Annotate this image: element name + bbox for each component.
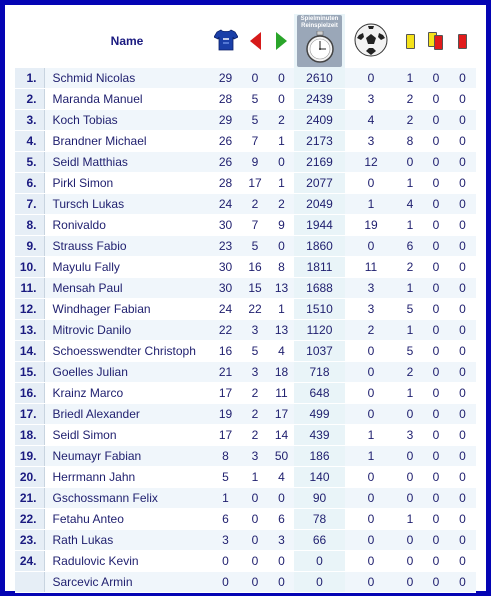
goals-count: 4 bbox=[345, 110, 397, 131]
player-name[interactable]: Radulovic Kevin bbox=[44, 551, 210, 572]
subbed-in-count: 4 bbox=[269, 341, 294, 362]
red-cards: 0 bbox=[449, 425, 476, 446]
red-cards: 0 bbox=[449, 404, 476, 425]
subbed-in-count: 3 bbox=[269, 530, 294, 551]
red-cards: 0 bbox=[449, 446, 476, 467]
yellow-red-cards: 0 bbox=[423, 446, 449, 467]
name-header[interactable]: Name bbox=[44, 14, 210, 68]
player-rank: 7. bbox=[15, 194, 44, 215]
minutes-played: 1037 bbox=[294, 341, 345, 362]
games-played: 22 bbox=[210, 320, 241, 341]
minutes-played: 0 bbox=[294, 572, 345, 593]
red-cards: 0 bbox=[449, 257, 476, 278]
red-cards: 0 bbox=[449, 320, 476, 341]
games-played: 28 bbox=[210, 173, 241, 194]
goals-count: 3 bbox=[345, 89, 397, 110]
player-rank: 14. bbox=[15, 341, 44, 362]
player-name[interactable]: Briedl Alexander bbox=[44, 404, 210, 425]
minutes-played: 1688 bbox=[294, 278, 345, 299]
games-played: 5 bbox=[210, 467, 241, 488]
games-played: 24 bbox=[210, 194, 241, 215]
player-name[interactable]: Krainz Marco bbox=[44, 383, 210, 404]
subbed-in-count: 13 bbox=[269, 278, 294, 299]
yellow-red-cards: 0 bbox=[423, 404, 449, 425]
player-rank: 23. bbox=[15, 530, 44, 551]
subbed-out-count: 0 bbox=[241, 551, 269, 572]
yellow-cards: 0 bbox=[397, 404, 423, 425]
subbed-in-count: 13 bbox=[269, 320, 294, 341]
subbed-out-count: 0 bbox=[241, 488, 269, 509]
subbed-out-count: 2 bbox=[241, 383, 269, 404]
red-cards: 0 bbox=[449, 89, 476, 110]
subbed-out-count: 22 bbox=[241, 299, 269, 320]
subbed-in-count: 6 bbox=[269, 509, 294, 530]
subbed-out-count: 5 bbox=[241, 236, 269, 257]
yellow-cards: 1 bbox=[397, 383, 423, 404]
games-played: 26 bbox=[210, 131, 241, 152]
red-cards: 0 bbox=[449, 299, 476, 320]
minutes-header[interactable] bbox=[294, 14, 345, 68]
games-played: 0 bbox=[210, 551, 241, 572]
player-name[interactable]: Fetahu Anteo bbox=[44, 509, 210, 530]
table-row[interactable] bbox=[15, 194, 476, 215]
subbed-in-count: 1 bbox=[269, 299, 294, 320]
player-rank bbox=[15, 572, 44, 593]
yellow-red-cards: 0 bbox=[423, 425, 449, 446]
minutes-played: 1120 bbox=[294, 320, 345, 341]
games-played: 30 bbox=[210, 257, 241, 278]
table-row[interactable] bbox=[15, 488, 476, 509]
yellow-cards: 1 bbox=[397, 509, 423, 530]
red-cards: 0 bbox=[449, 194, 476, 215]
red-card-icon bbox=[458, 34, 467, 49]
goals-count: 19 bbox=[345, 215, 397, 236]
yellow-cards: 2 bbox=[397, 89, 423, 110]
player-name[interactable]: Goelles Julian bbox=[44, 362, 210, 383]
games-played: 6 bbox=[210, 509, 241, 530]
arrow-left-red-icon bbox=[250, 32, 261, 50]
table-row[interactable] bbox=[15, 152, 476, 173]
player-name[interactable]: Ronivaldo bbox=[44, 215, 210, 236]
subbed-in-count: 0 bbox=[269, 68, 294, 89]
table-header-row bbox=[15, 14, 476, 68]
player-name[interactable]: Rath Lukas bbox=[44, 530, 210, 551]
red-cards: 0 bbox=[449, 530, 476, 551]
goals-count: 0 bbox=[345, 68, 397, 89]
goals-count: 0 bbox=[345, 572, 397, 593]
subbed-out-header[interactable] bbox=[241, 14, 269, 68]
yellow-cards: 4 bbox=[397, 194, 423, 215]
subbed-in-header[interactable] bbox=[269, 14, 294, 68]
table-row[interactable] bbox=[15, 509, 476, 530]
player-stats-table bbox=[15, 14, 476, 593]
yellow-cards: 0 bbox=[397, 446, 423, 467]
subbed-in-count: 0 bbox=[269, 236, 294, 257]
red-cards: 0 bbox=[449, 551, 476, 572]
games-played: 0 bbox=[210, 572, 241, 593]
minutes-played: 2169 bbox=[294, 152, 345, 173]
minutes-played: 439 bbox=[294, 425, 345, 446]
yellow-red-cards: 0 bbox=[423, 488, 449, 509]
minutes-played: 66 bbox=[294, 530, 345, 551]
yellow-red-cards: 0 bbox=[423, 215, 449, 236]
player-rank: 4. bbox=[15, 131, 44, 152]
red-cards: 0 bbox=[449, 572, 476, 593]
goals-count: 11 bbox=[345, 257, 397, 278]
yellow-red-cards: 0 bbox=[423, 341, 449, 362]
player-rank: 6. bbox=[15, 173, 44, 194]
yellow-cards: 0 bbox=[397, 467, 423, 488]
yellow-red-cards: 0 bbox=[423, 68, 449, 89]
red-cards: 0 bbox=[449, 362, 476, 383]
rank-header bbox=[15, 14, 44, 68]
player-name[interactable]: Pirkl Simon bbox=[44, 173, 210, 194]
table-row[interactable] bbox=[15, 215, 476, 236]
games-played: 19 bbox=[210, 404, 241, 425]
table-row[interactable] bbox=[15, 551, 476, 572]
games-played: 23 bbox=[210, 236, 241, 257]
player-rank: 16. bbox=[15, 383, 44, 404]
games-played: 30 bbox=[210, 278, 241, 299]
subbed-out-count: 3 bbox=[241, 362, 269, 383]
subbed-in-count: 11 bbox=[269, 383, 294, 404]
yellow-red-cards: 0 bbox=[423, 320, 449, 341]
minutes-played: 499 bbox=[294, 404, 345, 425]
yellow-red-cards: 0 bbox=[423, 194, 449, 215]
goals-count: 0 bbox=[345, 362, 397, 383]
player-rank: 19. bbox=[15, 446, 44, 467]
yellow-cards: 0 bbox=[397, 530, 423, 551]
table-row[interactable] bbox=[15, 68, 476, 89]
subbed-out-count: 0 bbox=[241, 509, 269, 530]
red-cards: 0 bbox=[449, 509, 476, 530]
football-icon bbox=[354, 23, 388, 60]
player-name[interactable]: Maranda Manuel bbox=[44, 89, 210, 110]
red-cards: 0 bbox=[449, 131, 476, 152]
games-played: 24 bbox=[210, 299, 241, 320]
goals-count: 0 bbox=[345, 173, 397, 194]
goals-count: 3 bbox=[345, 131, 397, 152]
subbed-out-count: 7 bbox=[241, 131, 269, 152]
player-name[interactable]: Windhager Fabian bbox=[44, 299, 210, 320]
player-name[interactable]: Strauss Fabio bbox=[44, 236, 210, 257]
player-name[interactable]: Schmid Nicolas bbox=[44, 68, 210, 89]
subbed-in-count: 1 bbox=[269, 173, 294, 194]
player-rank: 2. bbox=[15, 89, 44, 110]
minutes-played: 2173 bbox=[294, 131, 345, 152]
games-played: 29 bbox=[210, 68, 241, 89]
red-cards: 0 bbox=[449, 236, 476, 257]
red-cards: 0 bbox=[449, 467, 476, 488]
goals-count: 0 bbox=[345, 404, 397, 425]
minutes-played: 2077 bbox=[294, 173, 345, 194]
player-name[interactable]: Sarcevic Armin bbox=[44, 572, 210, 593]
minutes-played: 648 bbox=[294, 383, 345, 404]
player-rank: 5. bbox=[15, 152, 44, 173]
red-cards: 0 bbox=[449, 68, 476, 89]
player-name[interactable]: Schoesswendter Christoph bbox=[44, 341, 210, 362]
goals-count: 0 bbox=[345, 488, 397, 509]
player-rank: 8. bbox=[15, 215, 44, 236]
player-rank: 9. bbox=[15, 236, 44, 257]
yellow-red-cards: 0 bbox=[423, 509, 449, 530]
goals-count: 3 bbox=[345, 278, 397, 299]
goals-count: 1 bbox=[345, 194, 397, 215]
jersey-icon bbox=[214, 29, 238, 54]
goals-count: 0 bbox=[345, 509, 397, 530]
yellow-cards: 1 bbox=[397, 68, 423, 89]
subbed-out-count: 17 bbox=[241, 173, 269, 194]
subbed-in-count: 0 bbox=[269, 89, 294, 110]
subbed-out-count: 5 bbox=[241, 89, 269, 110]
minutes-played: 186 bbox=[294, 446, 345, 467]
player-rank: 22. bbox=[15, 509, 44, 530]
minutes-played: 1510 bbox=[294, 299, 345, 320]
stopwatch-caption: Spielminuten Reinspielzeit bbox=[300, 16, 339, 29]
table-row[interactable] bbox=[15, 362, 476, 383]
table-row[interactable] bbox=[15, 404, 476, 425]
player-rank: 1. bbox=[15, 68, 44, 89]
red-cards: 0 bbox=[449, 110, 476, 131]
subbed-in-count: 2 bbox=[269, 194, 294, 215]
subbed-in-count: 18 bbox=[269, 362, 294, 383]
subbed-out-count: 2 bbox=[241, 404, 269, 425]
player-name[interactable]: Mensah Paul bbox=[44, 278, 210, 299]
table-row[interactable] bbox=[15, 530, 476, 551]
games-played: 28 bbox=[210, 89, 241, 110]
minutes-played: 718 bbox=[294, 362, 345, 383]
yellow-cards: 0 bbox=[397, 572, 423, 593]
subbed-out-count: 3 bbox=[241, 446, 269, 467]
yellow-red-cards: 0 bbox=[423, 530, 449, 551]
player-rank: 10. bbox=[15, 257, 44, 278]
games-header[interactable] bbox=[210, 14, 241, 68]
goals-count: 0 bbox=[345, 341, 397, 362]
table-row[interactable] bbox=[15, 320, 476, 341]
yellow-red-cards: 0 bbox=[423, 278, 449, 299]
table-row[interactable] bbox=[15, 299, 476, 320]
goals-count: 3 bbox=[345, 299, 397, 320]
games-played: 17 bbox=[210, 383, 241, 404]
yellow-cards: 3 bbox=[397, 425, 423, 446]
subbed-out-count: 0 bbox=[241, 572, 269, 593]
yellow-cards: 1 bbox=[397, 173, 423, 194]
yellow-red-cards: 0 bbox=[423, 131, 449, 152]
games-played: 26 bbox=[210, 152, 241, 173]
yellow-cards: 8 bbox=[397, 131, 423, 152]
subbed-out-count: 15 bbox=[241, 278, 269, 299]
player-name[interactable]: Seidl Matthias bbox=[44, 152, 210, 173]
minutes-played: 1944 bbox=[294, 215, 345, 236]
goals-count: 0 bbox=[345, 236, 397, 257]
yellow-cards: 6 bbox=[397, 236, 423, 257]
red-card-header[interactable] bbox=[449, 14, 476, 68]
minutes-played: 2049 bbox=[294, 194, 345, 215]
subbed-out-count: 9 bbox=[241, 152, 269, 173]
player-rank: 11. bbox=[15, 278, 44, 299]
goals-count: 0 bbox=[345, 551, 397, 572]
minutes-played: 78 bbox=[294, 509, 345, 530]
minutes-played: 1811 bbox=[294, 257, 345, 278]
yellow-red-card-icon bbox=[428, 32, 444, 50]
subbed-out-count: 0 bbox=[241, 68, 269, 89]
player-rank: 24. bbox=[15, 551, 44, 572]
red-cards: 0 bbox=[449, 488, 476, 509]
yellow-red-cards: 0 bbox=[423, 110, 449, 131]
red-cards: 0 bbox=[449, 341, 476, 362]
goals-count: 0 bbox=[345, 467, 397, 488]
games-played: 21 bbox=[210, 362, 241, 383]
minutes-played: 140 bbox=[294, 467, 345, 488]
minutes-played: 2409 bbox=[294, 110, 345, 131]
subbed-in-count: 4 bbox=[269, 467, 294, 488]
yellow-red-cards: 0 bbox=[423, 383, 449, 404]
games-played: 1 bbox=[210, 488, 241, 509]
yellow-red-cards: 0 bbox=[423, 257, 449, 278]
player-rank: 17. bbox=[15, 404, 44, 425]
player-rank: 21. bbox=[15, 488, 44, 509]
games-played: 16 bbox=[210, 341, 241, 362]
yellow-cards: 2 bbox=[397, 257, 423, 278]
table-row[interactable] bbox=[15, 236, 476, 257]
table-row[interactable] bbox=[15, 257, 476, 278]
minutes-played: 1860 bbox=[294, 236, 345, 257]
table-row[interactable] bbox=[15, 110, 476, 131]
table-row[interactable] bbox=[15, 383, 476, 404]
yellow-red-card-header[interactable] bbox=[423, 14, 449, 68]
table-row[interactable] bbox=[15, 572, 476, 593]
yellow-cards: 1 bbox=[397, 215, 423, 236]
stopwatch-icon bbox=[297, 15, 342, 67]
player-rank: 3. bbox=[15, 110, 44, 131]
player-name[interactable]: Neumayr Fabian bbox=[44, 446, 210, 467]
table-row[interactable] bbox=[15, 446, 476, 467]
player-name[interactable]: Tursch Lukas bbox=[44, 194, 210, 215]
player-name[interactable]: Brandner Michael bbox=[44, 131, 210, 152]
player-rank: 15. bbox=[15, 362, 44, 383]
subbed-in-count: 14 bbox=[269, 425, 294, 446]
table-row[interactable] bbox=[15, 467, 476, 488]
player-name[interactable]: Gschossmann Felix bbox=[44, 488, 210, 509]
player-name[interactable]: Koch Tobias bbox=[44, 110, 210, 131]
table-row[interactable] bbox=[15, 131, 476, 152]
games-played: 30 bbox=[210, 215, 241, 236]
player-rank: 20. bbox=[15, 467, 44, 488]
subbed-in-count: 0 bbox=[269, 152, 294, 173]
subbed-out-count: 3 bbox=[241, 320, 269, 341]
yellow-cards: 2 bbox=[397, 362, 423, 383]
subbed-out-count: 7 bbox=[241, 215, 269, 236]
yellow-red-cards: 0 bbox=[423, 152, 449, 173]
yellow-red-cards: 0 bbox=[423, 572, 449, 593]
games-played: 8 bbox=[210, 446, 241, 467]
player-rank: 18. bbox=[15, 425, 44, 446]
subbed-in-count: 2 bbox=[269, 110, 294, 131]
yellow-cards: 2 bbox=[397, 110, 423, 131]
subbed-in-count: 0 bbox=[269, 572, 294, 593]
yellow-cards: 0 bbox=[397, 551, 423, 572]
subbed-in-count: 9 bbox=[269, 215, 294, 236]
player-name[interactable]: Mitrovic Danilo bbox=[44, 320, 210, 341]
goals-count: 0 bbox=[345, 530, 397, 551]
minutes-played: 2610 bbox=[294, 68, 345, 89]
subbed-out-count: 16 bbox=[241, 257, 269, 278]
yellow-red-cards: 0 bbox=[423, 236, 449, 257]
player-rank: 12. bbox=[15, 299, 44, 320]
red-cards: 0 bbox=[449, 383, 476, 404]
table-row[interactable] bbox=[15, 278, 476, 299]
goals-count: 0 bbox=[345, 383, 397, 404]
red-cards: 0 bbox=[449, 278, 476, 299]
yellow-red-cards: 0 bbox=[423, 551, 449, 572]
yellow-red-cards: 0 bbox=[423, 173, 449, 194]
goals-count: 12 bbox=[345, 152, 397, 173]
games-played: 29 bbox=[210, 110, 241, 131]
subbed-out-count: 2 bbox=[241, 425, 269, 446]
red-cards: 0 bbox=[449, 173, 476, 194]
table-row[interactable] bbox=[15, 89, 476, 110]
yellow-cards: 0 bbox=[397, 152, 423, 173]
goals-count: 1 bbox=[345, 425, 397, 446]
yellow-card-icon bbox=[406, 34, 415, 49]
subbed-out-count: 5 bbox=[241, 110, 269, 131]
yellow-cards: 0 bbox=[397, 488, 423, 509]
yellow-cards: 5 bbox=[397, 341, 423, 362]
goals-count: 1 bbox=[345, 446, 397, 467]
yellow-cards: 1 bbox=[397, 278, 423, 299]
yellow-card-header[interactable] bbox=[397, 14, 423, 68]
player-name[interactable]: Herrmann Jahn bbox=[44, 467, 210, 488]
subbed-out-count: 1 bbox=[241, 467, 269, 488]
games-played: 17 bbox=[210, 425, 241, 446]
yellow-red-cards: 0 bbox=[423, 362, 449, 383]
yellow-red-cards: 0 bbox=[423, 467, 449, 488]
goals-header[interactable] bbox=[345, 14, 397, 68]
subbed-in-count: 1 bbox=[269, 131, 294, 152]
subbed-out-count: 5 bbox=[241, 341, 269, 362]
minutes-played: 90 bbox=[294, 488, 345, 509]
minutes-played: 0 bbox=[294, 551, 345, 572]
red-cards: 0 bbox=[449, 215, 476, 236]
table-row[interactable] bbox=[15, 341, 476, 362]
subbed-in-count: 17 bbox=[269, 404, 294, 425]
minutes-played: 2439 bbox=[294, 89, 345, 110]
subbed-out-count: 0 bbox=[241, 530, 269, 551]
subbed-in-count: 8 bbox=[269, 257, 294, 278]
goals-count: 2 bbox=[345, 320, 397, 341]
table-row[interactable] bbox=[15, 173, 476, 194]
player-name[interactable]: Seidl Simon bbox=[44, 425, 210, 446]
table-row[interactable] bbox=[15, 425, 476, 446]
yellow-cards: 1 bbox=[397, 320, 423, 341]
subbed-in-count: 50 bbox=[269, 446, 294, 467]
yellow-red-cards: 0 bbox=[423, 89, 449, 110]
yellow-cards: 5 bbox=[397, 299, 423, 320]
subbed-in-count: 0 bbox=[269, 488, 294, 509]
player-rank: 13. bbox=[15, 320, 44, 341]
arrow-right-green-icon bbox=[276, 32, 287, 50]
yellow-red-cards: 0 bbox=[423, 299, 449, 320]
player-name[interactable]: Mayulu Fally bbox=[44, 257, 210, 278]
games-played: 3 bbox=[210, 530, 241, 551]
subbed-in-count: 0 bbox=[269, 551, 294, 572]
subbed-out-count: 2 bbox=[241, 194, 269, 215]
red-cards: 0 bbox=[449, 152, 476, 173]
